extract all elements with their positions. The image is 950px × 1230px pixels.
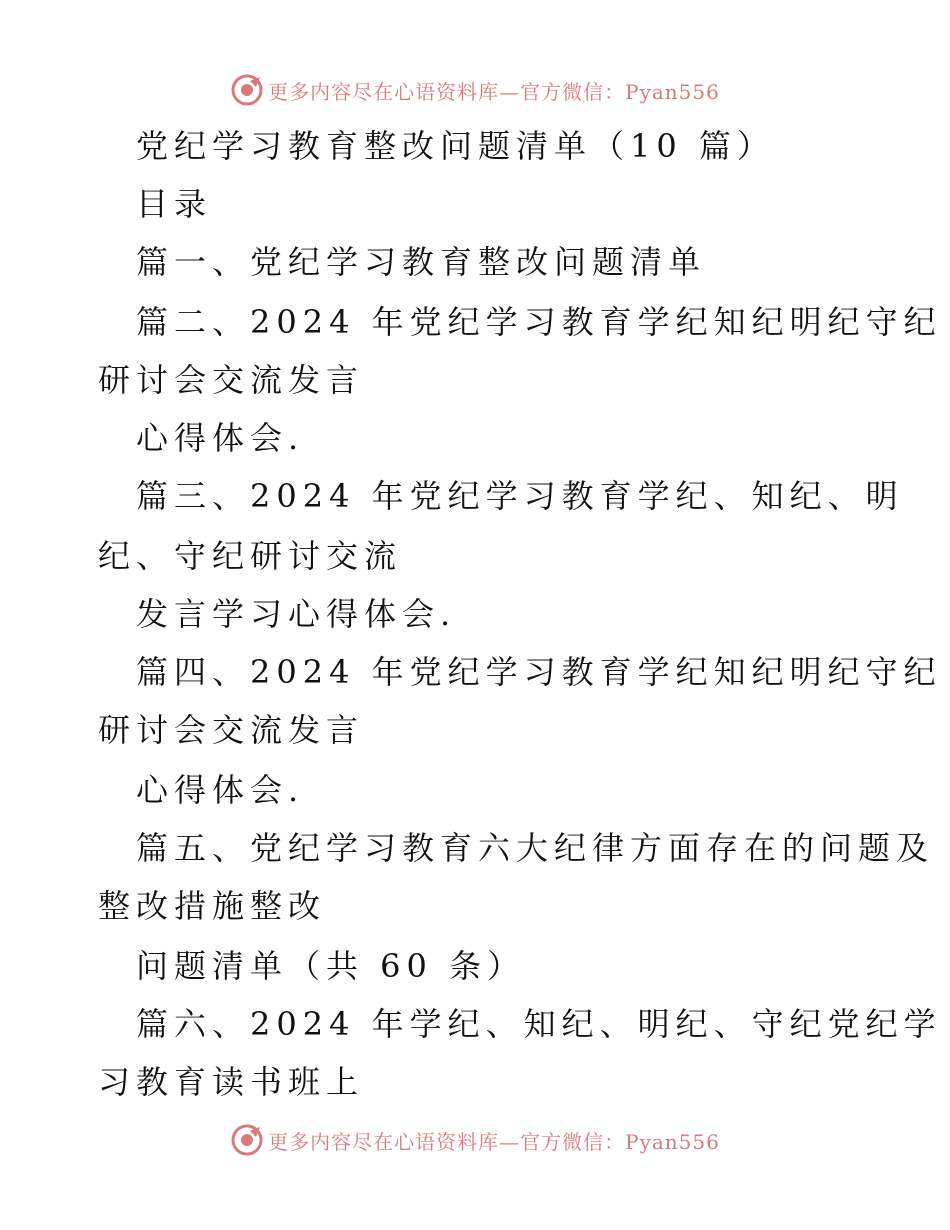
watermark-banner-bottom — [0, 1120, 950, 1160]
watermark-banner-top — [0, 70, 950, 110]
toc-entry-3: 篇三、2024 年党纪学习教育学纪、知纪、明 — [136, 477, 904, 515]
toc-entry-2-cont: 心得体会. — [136, 419, 305, 457]
watermark-logo-icon — [230, 1123, 264, 1157]
toc-entry-3-cont: 发言学习心得体会. — [136, 595, 457, 633]
toc-entry-1: 篇一、党纪学习教育整改问题清单 — [136, 243, 707, 281]
toc-entry-4-cont: 研讨会交流发言 — [98, 711, 365, 749]
toc-entry-3-cont: 纪、守纪研讨交流 — [98, 537, 403, 575]
watermark-logo-icon — [230, 73, 264, 107]
watermark-text: 更多内容尽在心语资料库—官方微信：Pyan556 — [268, 1129, 720, 1154]
toc-entry-2-cont: 研讨会交流发言 — [98, 361, 365, 399]
toc-entry-5-cont: 整改措施整改 — [98, 887, 327, 925]
toc-entry-6-cont: 习教育读书班上 — [98, 1063, 365, 1101]
toc-entry-4: 篇四、2024 年党纪学习教育学纪知纪明纪守纪 — [136, 653, 942, 691]
toc-entry-2: 篇二、2024 年党纪学习教育学纪知纪明纪守纪 — [136, 303, 942, 341]
toc-entry-5: 篇五、党纪学习教育六大纪律方面存在的问题及 — [136, 829, 935, 867]
toc-heading: 目录 — [136, 185, 213, 223]
toc-entry-4-cont: 心得体会. — [136, 771, 305, 809]
watermark-text: 更多内容尽在心语资料库—官方微信：Pyan556 — [268, 79, 720, 104]
toc-entry-6: 篇六、2024 年学纪、知纪、明纪、守纪党纪学 — [136, 1005, 942, 1043]
document-title: 党纪学习教育整改问题清单（10 篇） — [136, 127, 775, 165]
toc-entry-5-cont: 问题清单（共 60 条） — [136, 947, 526, 985]
